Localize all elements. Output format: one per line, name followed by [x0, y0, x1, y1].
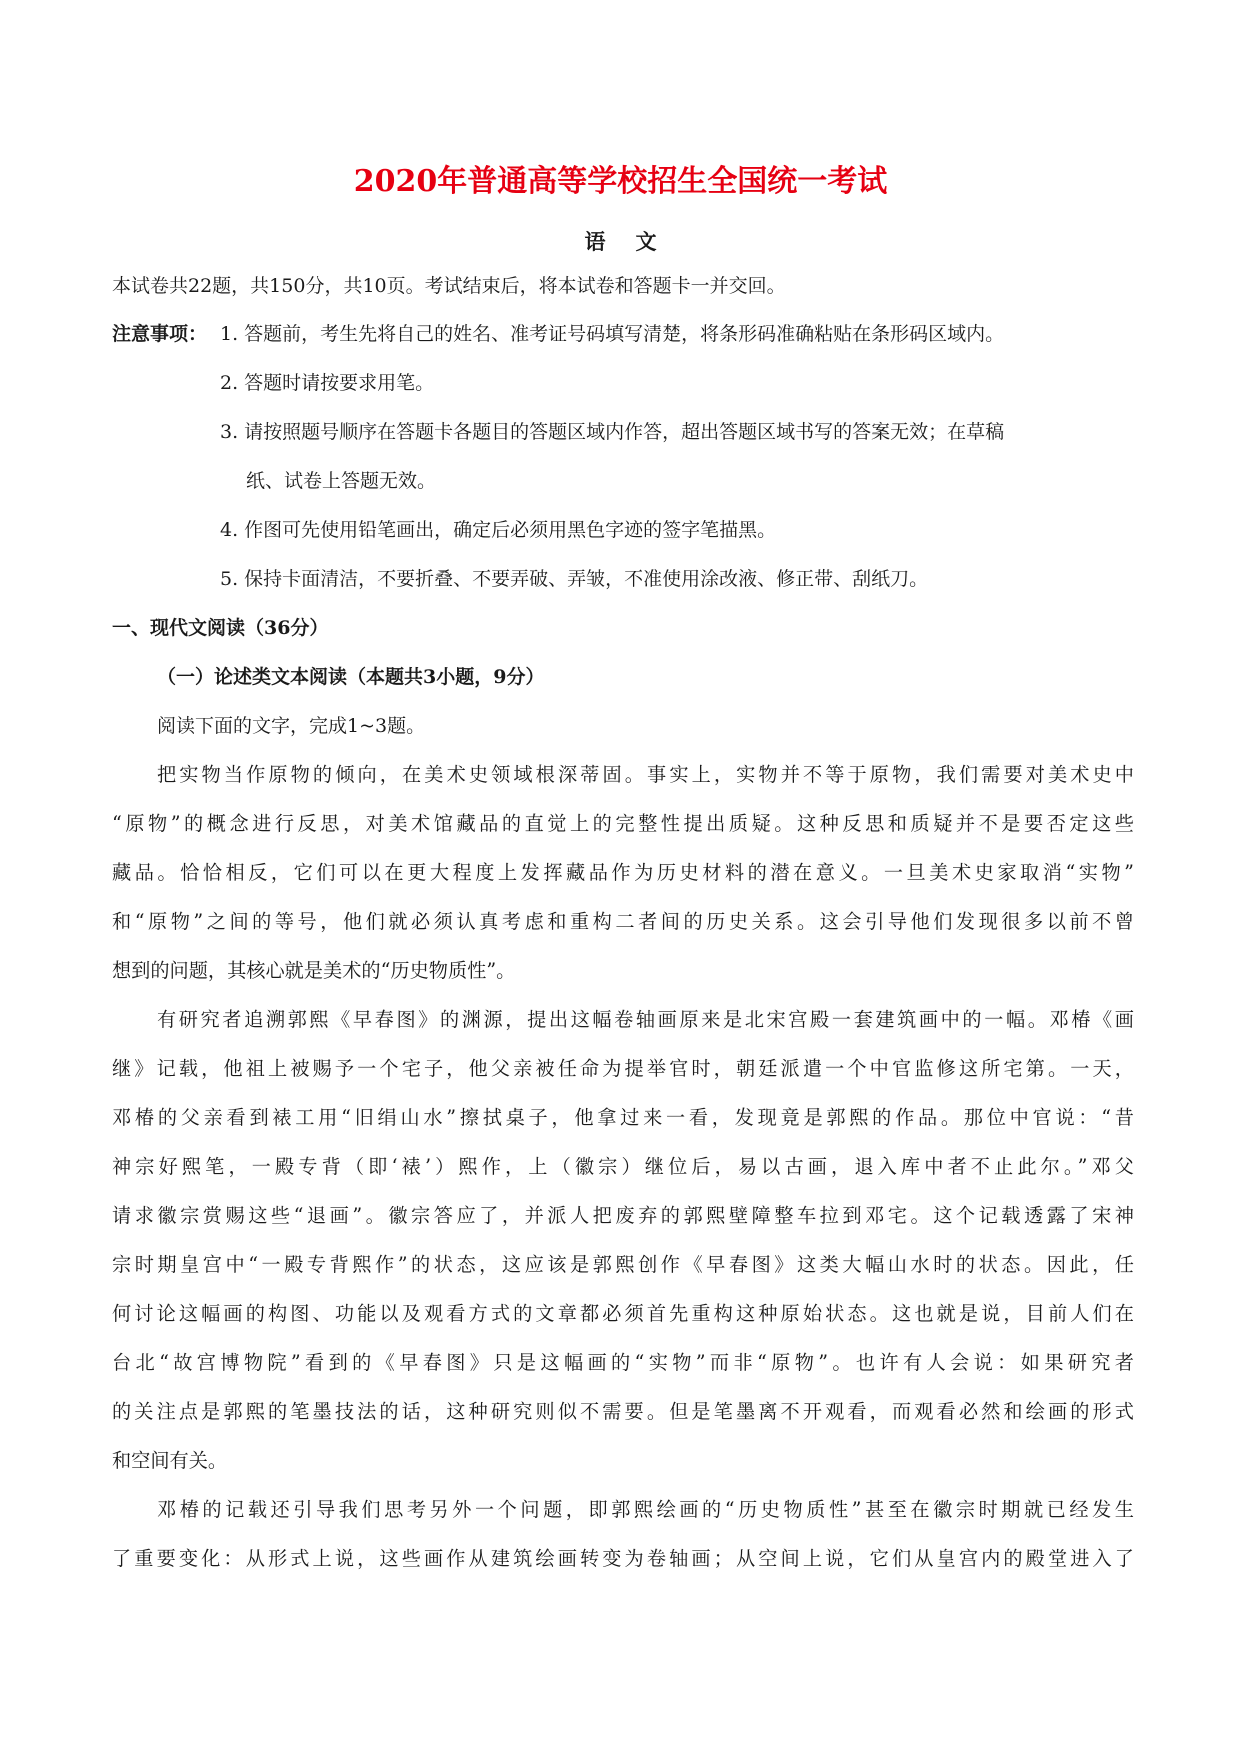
paragraph-line: 何讨论这幅画的构图、功能以及观看方式的文章都必须首先重构这种原始状态。这也就是说，目前人们在: [112, 1302, 1134, 1325]
section-heading: 一、现代文阅读（36分）: [112, 617, 329, 639]
paragraph-line: 邓椿的记载还引导我们思考另外一个问题，即郭熙绘画的“历史物质性”甚至在徽宗时期就已经发生: [157, 1498, 1134, 1521]
paragraph-line: 的关注点是郭熙的笔墨技法的话，这种研究则似不需要。但是笔墨离不开观看，而观看必然和绘画的形式: [112, 1400, 1134, 1423]
paragraph-line: 了重要变化：从形式上说，这些画作从建筑绘画转变为卷轴画；从空间上说，它们从皇宫内的殿堂进入了: [112, 1547, 1134, 1570]
paragraph-line: 神宗好熙笔，一殿专背（即‘裱’）熙作，上（徽宗）继位后，易以古画，退入库中者不止此尔。”邓父: [112, 1155, 1134, 1178]
paragraph-line: 邓椿的父亲看到裱工用“旧绢山水”擦拭桌子，他拿过来一看，发现竟是郭熙的作品。那位中官说：“昔: [112, 1106, 1134, 1129]
subsection-heading: （一）论述类文本阅读（本题共3小题，9分）: [157, 666, 545, 688]
subject-char: 语: [584, 229, 606, 254]
paragraph-line: 和“原物”之间的等号，他们就必须认真考虑和重构二者间的历史关系。这会引导他们发现很多以前不曾: [112, 910, 1134, 933]
paragraph-line: 继》记载，他祖上被赐予一个宅子，他父亲被任命为提举官时，朝廷派遣一个中官监修这所宅第。一天，: [112, 1057, 1134, 1080]
intro-text: 本试卷共22题，共150分，共10页。考试结束后，将本试卷和答题卡一并交回。: [112, 275, 786, 297]
notice-label: 注意事项：: [112, 323, 208, 345]
subject-heading: [0, 228, 1241, 256]
paragraph-line: 台北“故宫博物院”看到的《早春图》只是这幅画的“实物”而非“原物”。也许有人会说：如果研究者: [112, 1351, 1134, 1374]
notice-item: 4. 作图可先使用铅笔画出，确定后必须用黑色字迹的签字笔描黑。: [220, 519, 777, 541]
paragraph-line: 请求徽宗赏赐这些“退画”。徽宗答应了，并派人把废弃的郭熙壁障整车拉到邓宅。这个记载透露了宋神: [112, 1204, 1134, 1227]
reading-instruction: 阅读下面的文字，完成1~3题。: [157, 715, 426, 737]
paragraph-line: “原物”的概念进行反思，对美术馆藏品的直觉上的完整性提出质疑。这种反思和质疑并不是要否定这些: [112, 812, 1134, 835]
notice-item: 3. 请按照题号顺序在答题卡各题目的答题区域内作答，超出答题区域书写的答案无效；在草稿: [220, 421, 1005, 443]
notice-item: 2. 答题时请按要求用笔。: [220, 372, 435, 394]
notice-item: 5. 保持卡面清洁，不要折叠、不要弄破、弄皱，不准使用涂改液、修正带、刮纸刀。: [220, 568, 929, 590]
notice-item-continuation: 纸、试卷上答题无效。: [246, 470, 437, 492]
exam-title: 2020年普通高等学校招生全国统一考试: [353, 164, 888, 199]
paragraph-line: 想到的问题，其核心就是美术的“历史物质性”。: [112, 959, 516, 982]
paragraph-line: 和空间有关。: [112, 1449, 228, 1472]
paragraph-line: 藏品。恰恰相反，它们可以在更大程度上发挥藏品作为历史材料的潜在意义。一旦美术史家取消“实物”: [112, 861, 1134, 884]
notice-item: 1. 答题前，考生先将自己的姓名、准考证号码填写清楚，将条形码准确粘贴在条形码区域内。: [220, 323, 1005, 345]
subject-char: 文: [635, 229, 657, 254]
paragraph-line: 宗时期皇宫中“一殿专背熙作”的状态，这应该是郭熙创作《早春图》这类大幅山水时的状态。因此，任: [112, 1253, 1134, 1276]
paragraph-line: 有研究者追溯郭熙《早春图》的渊源，提出这幅卷轴画原来是北宋宫殿一套建筑画中的一幅。邓椿《画: [157, 1008, 1134, 1031]
paragraph-line: 把实物当作原物的倾向，在美术史领域根深蒂固。事实上，实物并不等于原物，我们需要对美术史中: [157, 763, 1134, 786]
